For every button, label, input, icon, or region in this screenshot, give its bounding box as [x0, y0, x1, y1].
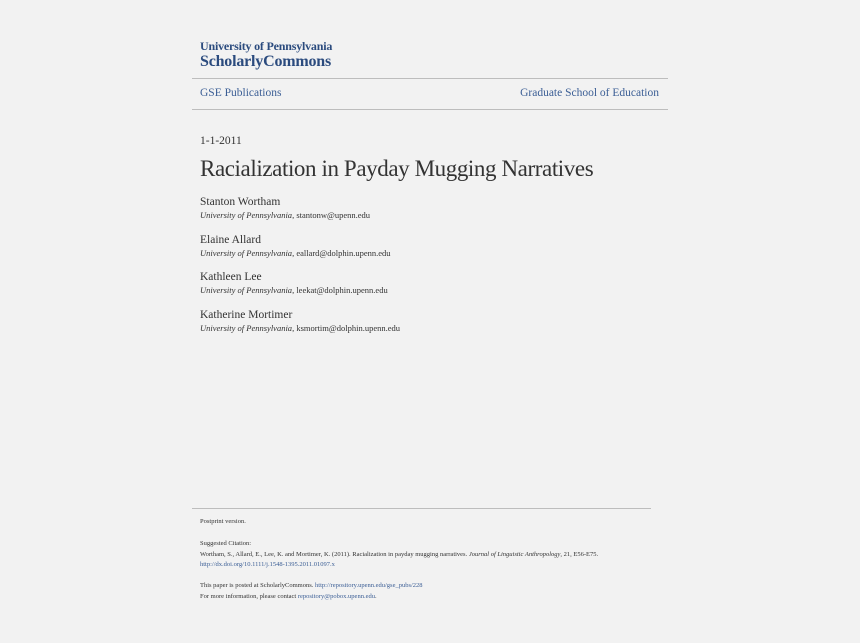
doi-link[interactable]: http://dx.doi.org/10.1111/j.1548-1395.2011.01097.x — [200, 561, 335, 569]
author-entry — [200, 308, 400, 346]
author-institution: University of Pennsylvania — [200, 323, 293, 334]
author-name: Kathleen Lee — [200, 271, 262, 284]
author-institution: University of Pennsylvania — [200, 210, 293, 220]
author-entry — [200, 233, 400, 271]
author-institution: University of Pennsylvania — [200, 285, 293, 296]
footer-spacer — [200, 571, 652, 581]
header-bottom-divider — [192, 109, 668, 110]
publication-date: 1-1-2011 — [200, 135, 242, 147]
citation-authors-title: Wortham, S., Allard, E., Lee, K. and Mortimer, K. (2011). Racialization in payday mugging narratives. — [200, 550, 468, 558]
contact-email-link[interactable]: repository@pobox.upenn.edu — [297, 592, 375, 600]
author-email: leekat@dolphin.upenn.edu — [296, 285, 388, 296]
citation-journal: Journal of Linguistic Anthropology — [468, 550, 561, 558]
graduate-school-link[interactable]: Graduate School of Education — [520, 87, 659, 99]
author-list — [200, 195, 400, 346]
author-entry — [200, 270, 400, 308]
author-email: stantonw@upenn.edu — [296, 210, 371, 220]
contact-text: For more information, please contact — [200, 592, 297, 600]
author-affiliation: University of Pennsylvania, stantonw@upenn.edu — [200, 210, 371, 220]
citation-volume-pages: , 21, E56-E75. — [560, 550, 599, 558]
author-affiliation: University of Pennsylvania, ksmortim@dolphin.upenn.edu — [200, 323, 400, 334]
article-title: Racialization in Payday Mugging Narratives — [200, 156, 594, 181]
author-email: eallard@dolphin.upenn.edu — [296, 247, 391, 258]
author-affiliation: University of Pennsylvania, leekat@dolphin.upenn.edu — [200, 285, 388, 296]
contact-period: . — [374, 592, 377, 600]
author-entry — [200, 195, 400, 233]
author-email: ksmortim@dolphin.upenn.edu — [296, 323, 400, 334]
gse-publications-link[interactable]: GSE Publications — [200, 87, 282, 99]
footer-divider — [192, 508, 651, 509]
posted-text: This paper is posted at ScholarlyCommons. — [200, 582, 314, 590]
citation-label: Suggested Citation: — [200, 539, 252, 547]
logo-university-text: University of Pennsylvania — [200, 39, 333, 53]
header-top-divider — [192, 78, 668, 79]
author-name: Katherine Mortimer — [200, 309, 293, 322]
posted-note — [200, 581, 652, 592]
author-name: Elaine Allard — [200, 233, 261, 246]
scholarly-commons-logo[interactable] — [200, 40, 332, 70]
contact-note — [200, 592, 652, 603]
author-institution: University of Pennsylvania — [200, 247, 293, 258]
version-note: Postprint version. — [200, 518, 246, 525]
author-affiliation: University of Pennsylvania, eallard@dolphin.upenn.edu — [200, 247, 391, 258]
citation-text — [200, 550, 652, 561]
logo-scholarlycommons-text: ScholarlyCommons — [200, 53, 332, 70]
author-name: Stanton Wortham — [200, 196, 281, 208]
citation-footer — [200, 517, 652, 603]
repository-link[interactable]: http://repository.upenn.edu/gse_pubs/228 — [315, 582, 423, 590]
